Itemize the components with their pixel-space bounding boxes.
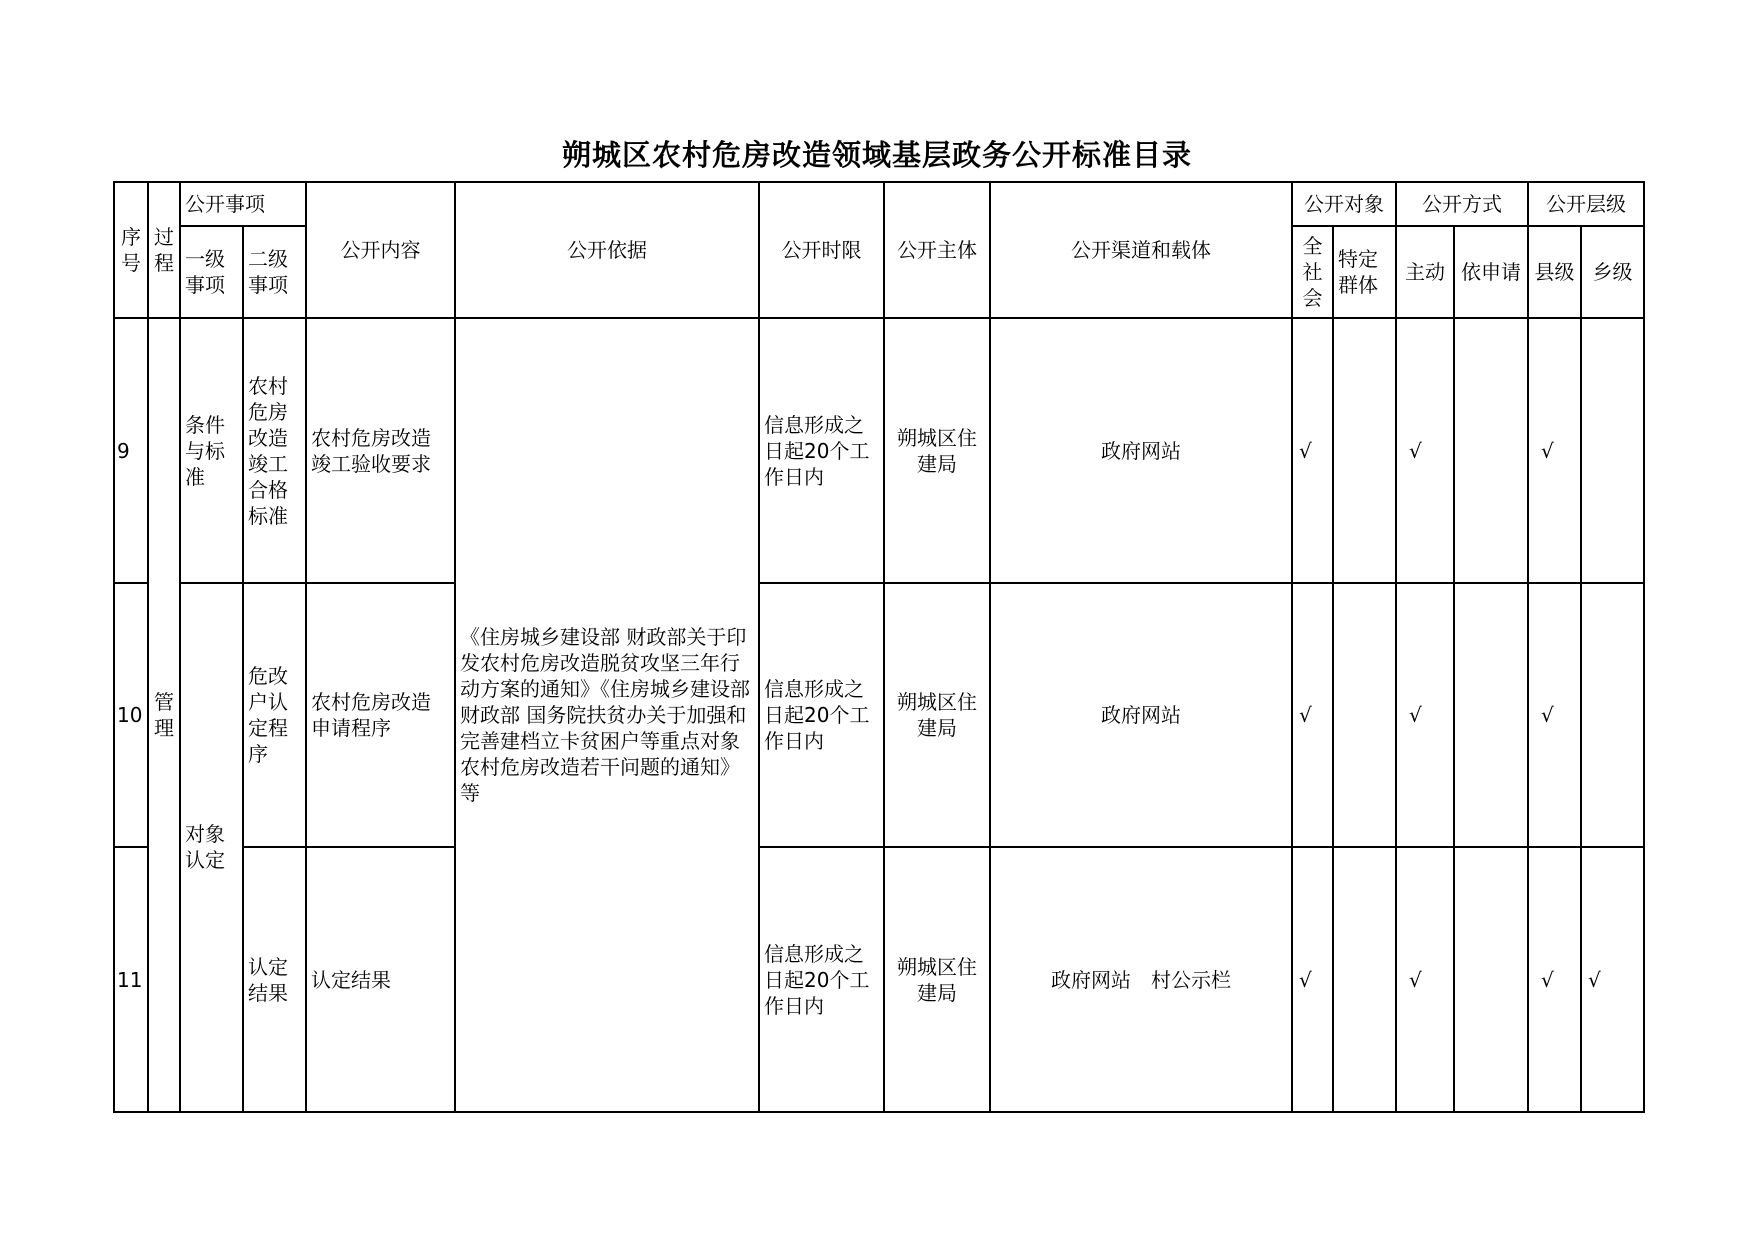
row-subject: 朔城区住建局 <box>884 318 990 583</box>
row-level1: 条件与标准 <box>180 318 243 583</box>
header-content: 公开内容 <box>306 182 455 318</box>
row-level2: 认定结果 <box>243 847 306 1112</box>
header-target-all: 全社会 <box>1292 226 1333 318</box>
row-method-request <box>1454 318 1528 583</box>
row-time-limit: 信息形成之日起20个工作日内 <box>759 847 884 1112</box>
header-target-specific: 特定群体 <box>1333 226 1396 318</box>
header-method-request: 依申请 <box>1454 226 1528 318</box>
header-level-group: 公开层级 <box>1528 182 1644 226</box>
row-method-request <box>1454 583 1528 848</box>
table-row <box>114 583 1644 848</box>
header-level-county: 县级 <box>1528 226 1581 318</box>
basis-cell: 《住房城乡建设部 财政部关于印发农村危房改造脱贫攻坚三年行动方案的通知》《住房城乡建设部 财政部 国务院扶贫办关于加强和完善建档立卡贫困户等重点对象农村危房改造若干问题的通知》等 <box>455 318 759 1112</box>
header-level1: 一级事项 <box>180 226 243 318</box>
process-cell: 管理 <box>148 318 180 1112</box>
table-row <box>114 847 1644 1112</box>
row-content: 农村危房改造竣工验收要求 <box>306 318 455 583</box>
header-matter-group: 公开事项 <box>180 182 306 226</box>
page-title: 朔城区农村危房改造领域基层政务公开标准目录 <box>561 138 1192 172</box>
row-level-town: √ <box>1581 847 1644 1112</box>
disclosure-table <box>113 181 1645 1113</box>
row-time-limit: 信息形成之日起20个工作日内 <box>759 318 884 583</box>
row-level-town <box>1581 583 1644 848</box>
row-target-all: √ <box>1292 847 1333 1112</box>
row-level-county: √ <box>1528 847 1581 1112</box>
header-basis: 公开依据 <box>455 182 759 318</box>
header-seq: 序号 <box>114 182 148 318</box>
header-subject: 公开主体 <box>884 182 990 318</box>
row-seq: 11 <box>114 847 148 1112</box>
row-level-county: √ <box>1528 583 1581 848</box>
row-method-active: √ <box>1396 583 1454 848</box>
row-subject: 朔城区住建局 <box>884 847 990 1112</box>
row-subject: 朔城区住建局 <box>884 583 990 848</box>
header-row-1 <box>114 182 1644 226</box>
header-process: 过程 <box>148 182 180 318</box>
row-channel: 政府网站 村公示栏 <box>990 847 1292 1112</box>
header-time-limit: 公开时限 <box>759 182 884 318</box>
row-channel: 政府网站 <box>990 318 1292 583</box>
row-channel: 政府网站 <box>990 583 1292 848</box>
row-target-all: √ <box>1292 318 1333 583</box>
header-method-group: 公开方式 <box>1396 182 1528 226</box>
row-level-county: √ <box>1528 318 1581 583</box>
row-content: 认定结果 <box>306 847 455 1112</box>
table-row <box>114 318 1644 583</box>
row-target-specific <box>1333 318 1396 583</box>
row-target-all: √ <box>1292 583 1333 848</box>
row-method-active: √ <box>1396 847 1454 1112</box>
row-level2: 农村危房改造竣工合格标准 <box>243 318 306 583</box>
row-target-specific <box>1333 847 1396 1112</box>
row-seq: 10 <box>114 583 148 848</box>
header-level2: 二级事项 <box>243 226 306 318</box>
header-channel: 公开渠道和载体 <box>990 182 1292 318</box>
row-level1: 对象认定 <box>180 583 243 1112</box>
row-method-request <box>1454 847 1528 1112</box>
header-method-active: 主动 <box>1396 226 1454 318</box>
row-time-limit: 信息形成之日起20个工作日内 <box>759 583 884 848</box>
row-seq: 9 <box>114 318 148 583</box>
row-target-specific <box>1333 583 1396 848</box>
header-target-group: 公开对象 <box>1292 182 1396 226</box>
header-level-town: 乡级 <box>1581 226 1644 318</box>
row-method-active: √ <box>1396 318 1454 583</box>
row-level-town <box>1581 318 1644 583</box>
row-content: 农村危房改造申请程序 <box>306 583 455 848</box>
row-level2: 危改户认定程序 <box>243 583 306 848</box>
